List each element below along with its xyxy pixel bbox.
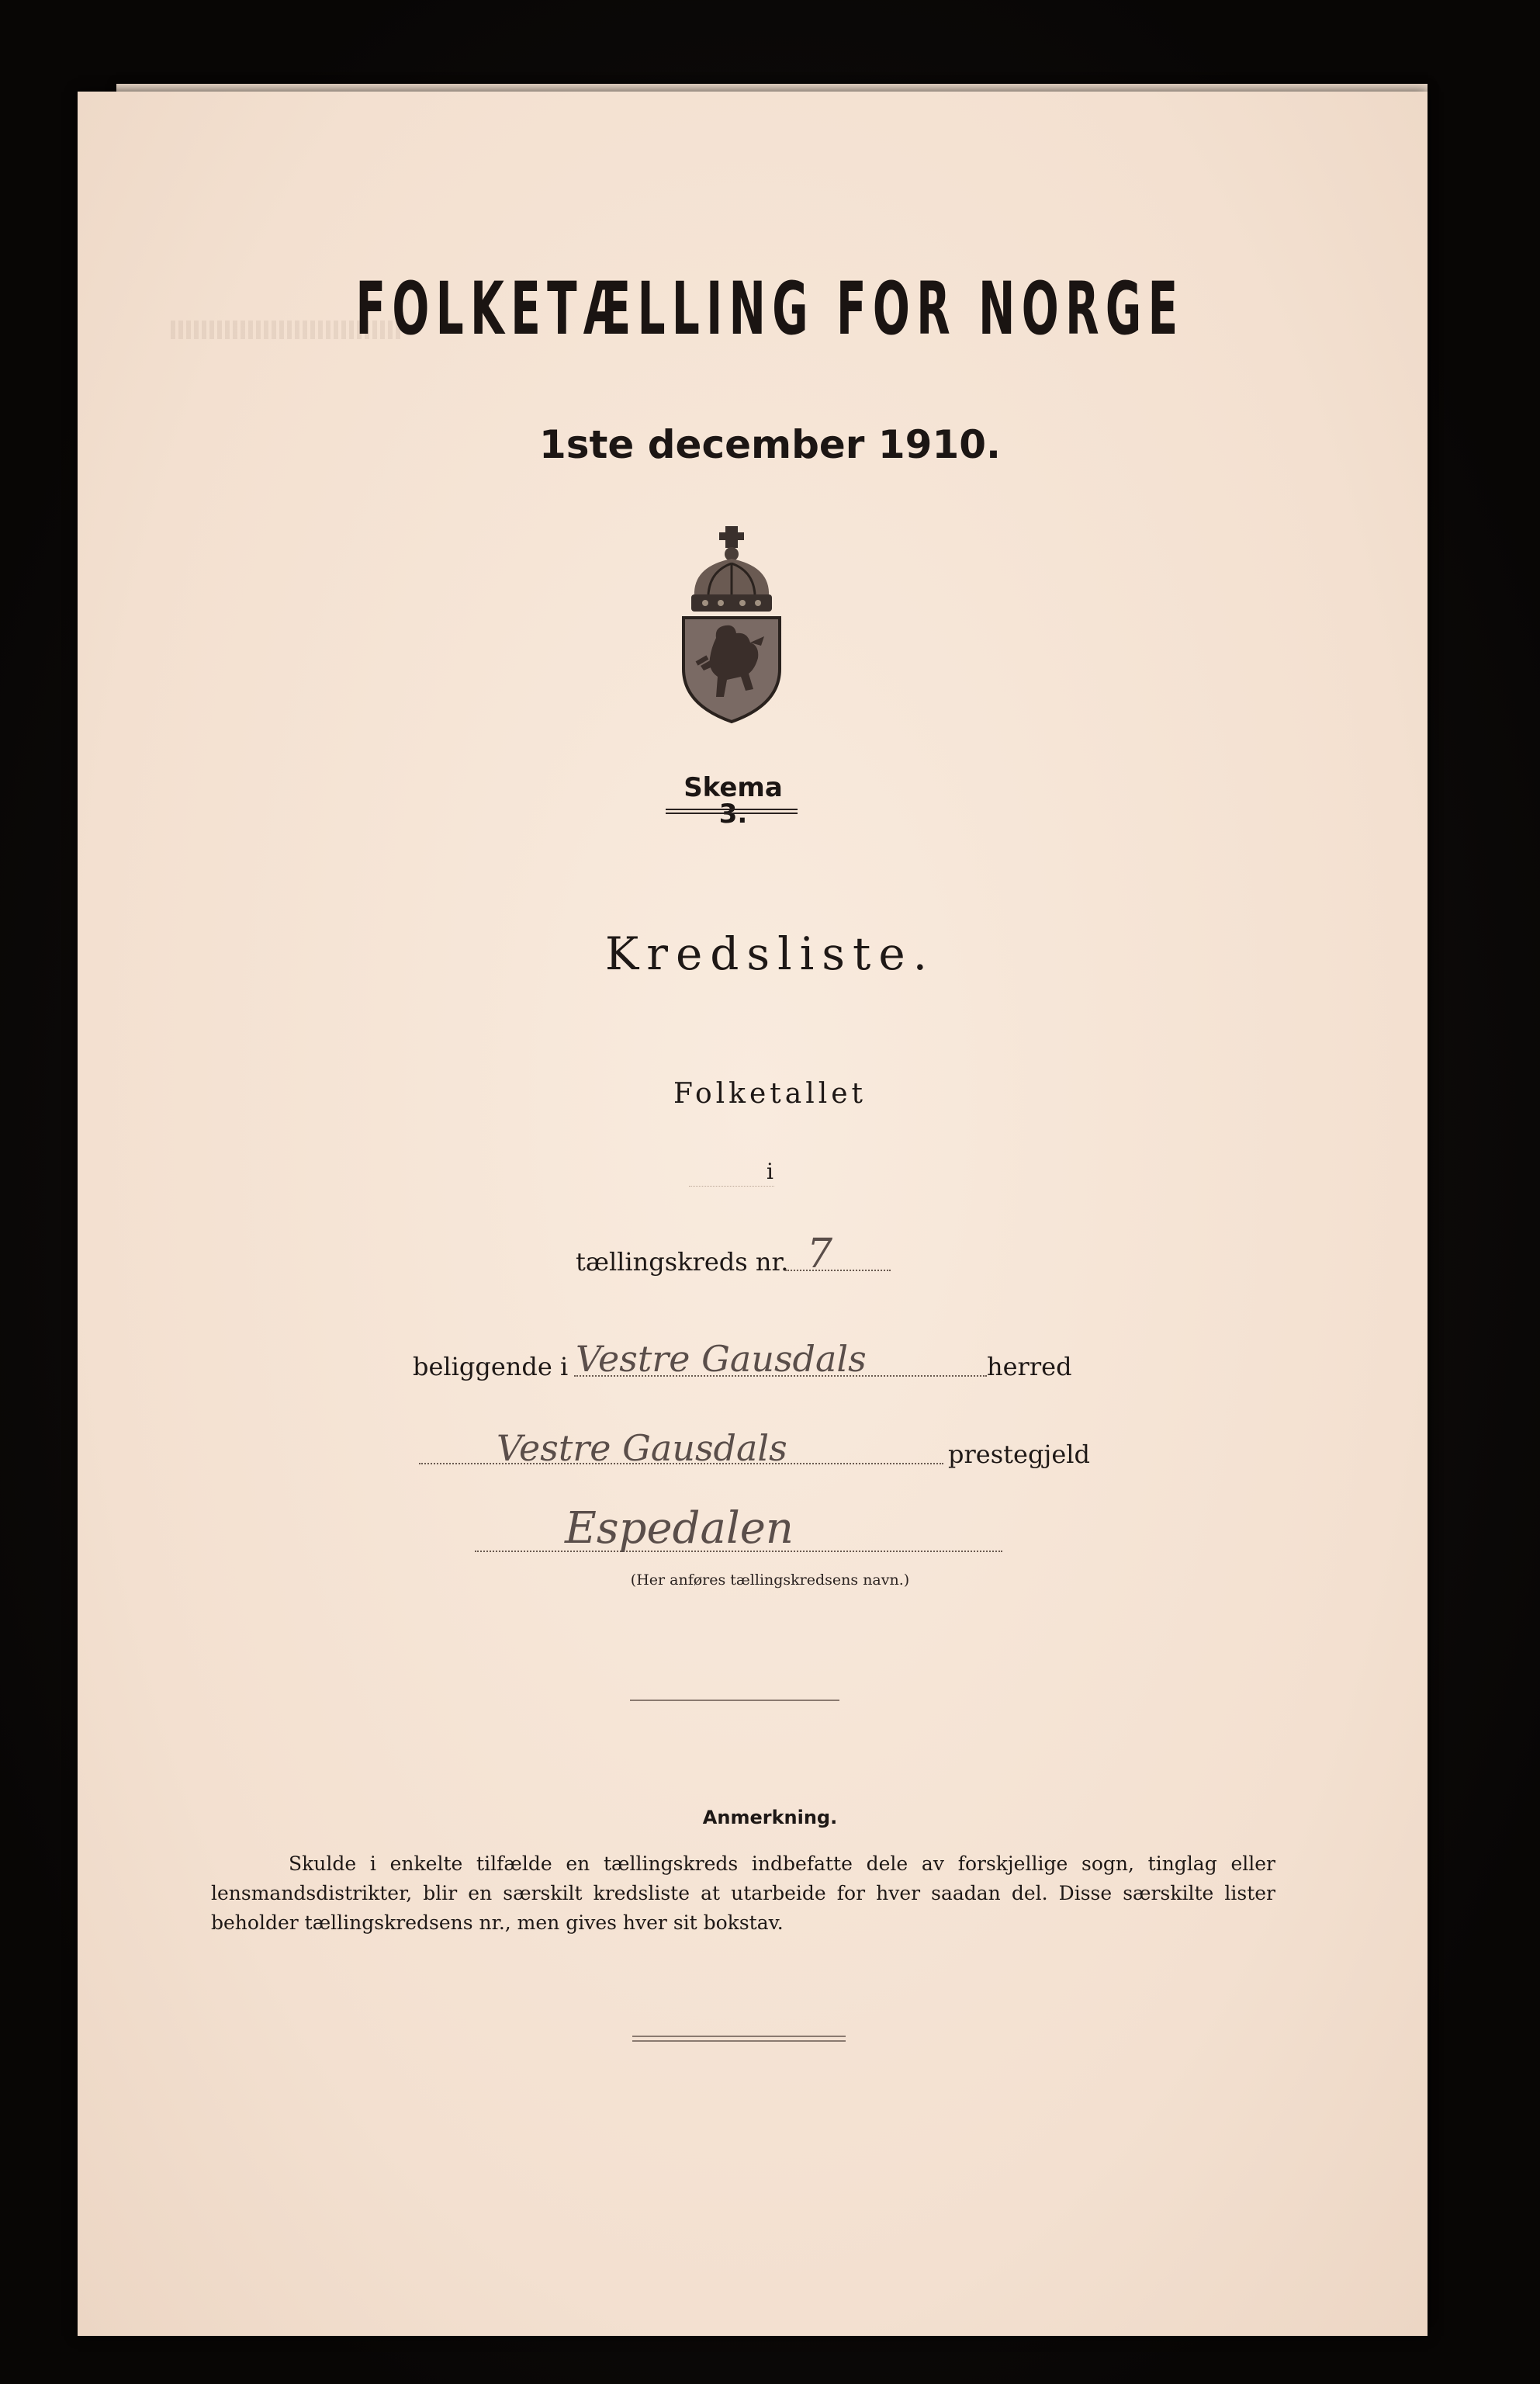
schema-number: Skema 3. [683, 772, 783, 830]
census-date: 1ste december 1910. [538, 422, 1002, 467]
district-dots [785, 1270, 891, 1271]
form-title: FOLKETÆLLING FOR NORGE [355, 267, 1185, 352]
prestegjeld-suffix: prestegjeld [948, 1440, 1090, 1469]
district-name-caption: (Her anføres tællingskredsens navn.) [630, 1571, 910, 1589]
herred-suffix: herred [987, 1352, 1072, 1381]
herred-prefix: beliggende i [413, 1352, 569, 1381]
list-title: Kredsliste. [604, 927, 936, 980]
in-word: i [767, 1159, 773, 1184]
separator-rule [630, 1700, 839, 1701]
prestegjeld-handwritten: Vestre Gausdals [497, 1427, 787, 1469]
population-label: Folketallet [673, 1078, 867, 1110]
schema-underline [666, 809, 798, 814]
district-number-handwritten: 7 [807, 1231, 833, 1277]
norwegian-coat-of-arms-icon [677, 522, 786, 725]
note-text: Skulde i enkelte tilfælde en tællingskreds indbefatte dele av forskjellige sogn, tinglag eller lensmandsdistrikter, blir en særskilt kredsliste at utarbeide for hver saadan del. Disse særskilte lister beholder tællingskredsens nr., men gives hver sit bokstav. [211, 1852, 1275, 1934]
note-heading: Anmerkning. [702, 1807, 838, 1828]
district-name-handwritten: Espedalen [565, 1503, 794, 1554]
district-label: tællingskreds nr. [576, 1247, 789, 1277]
crown-cross [719, 526, 744, 548]
end-double-rule [632, 2036, 846, 2042]
in-dots [689, 1186, 774, 1187]
herred-handwritten: Vestre Gausdals [576, 1338, 867, 1380]
